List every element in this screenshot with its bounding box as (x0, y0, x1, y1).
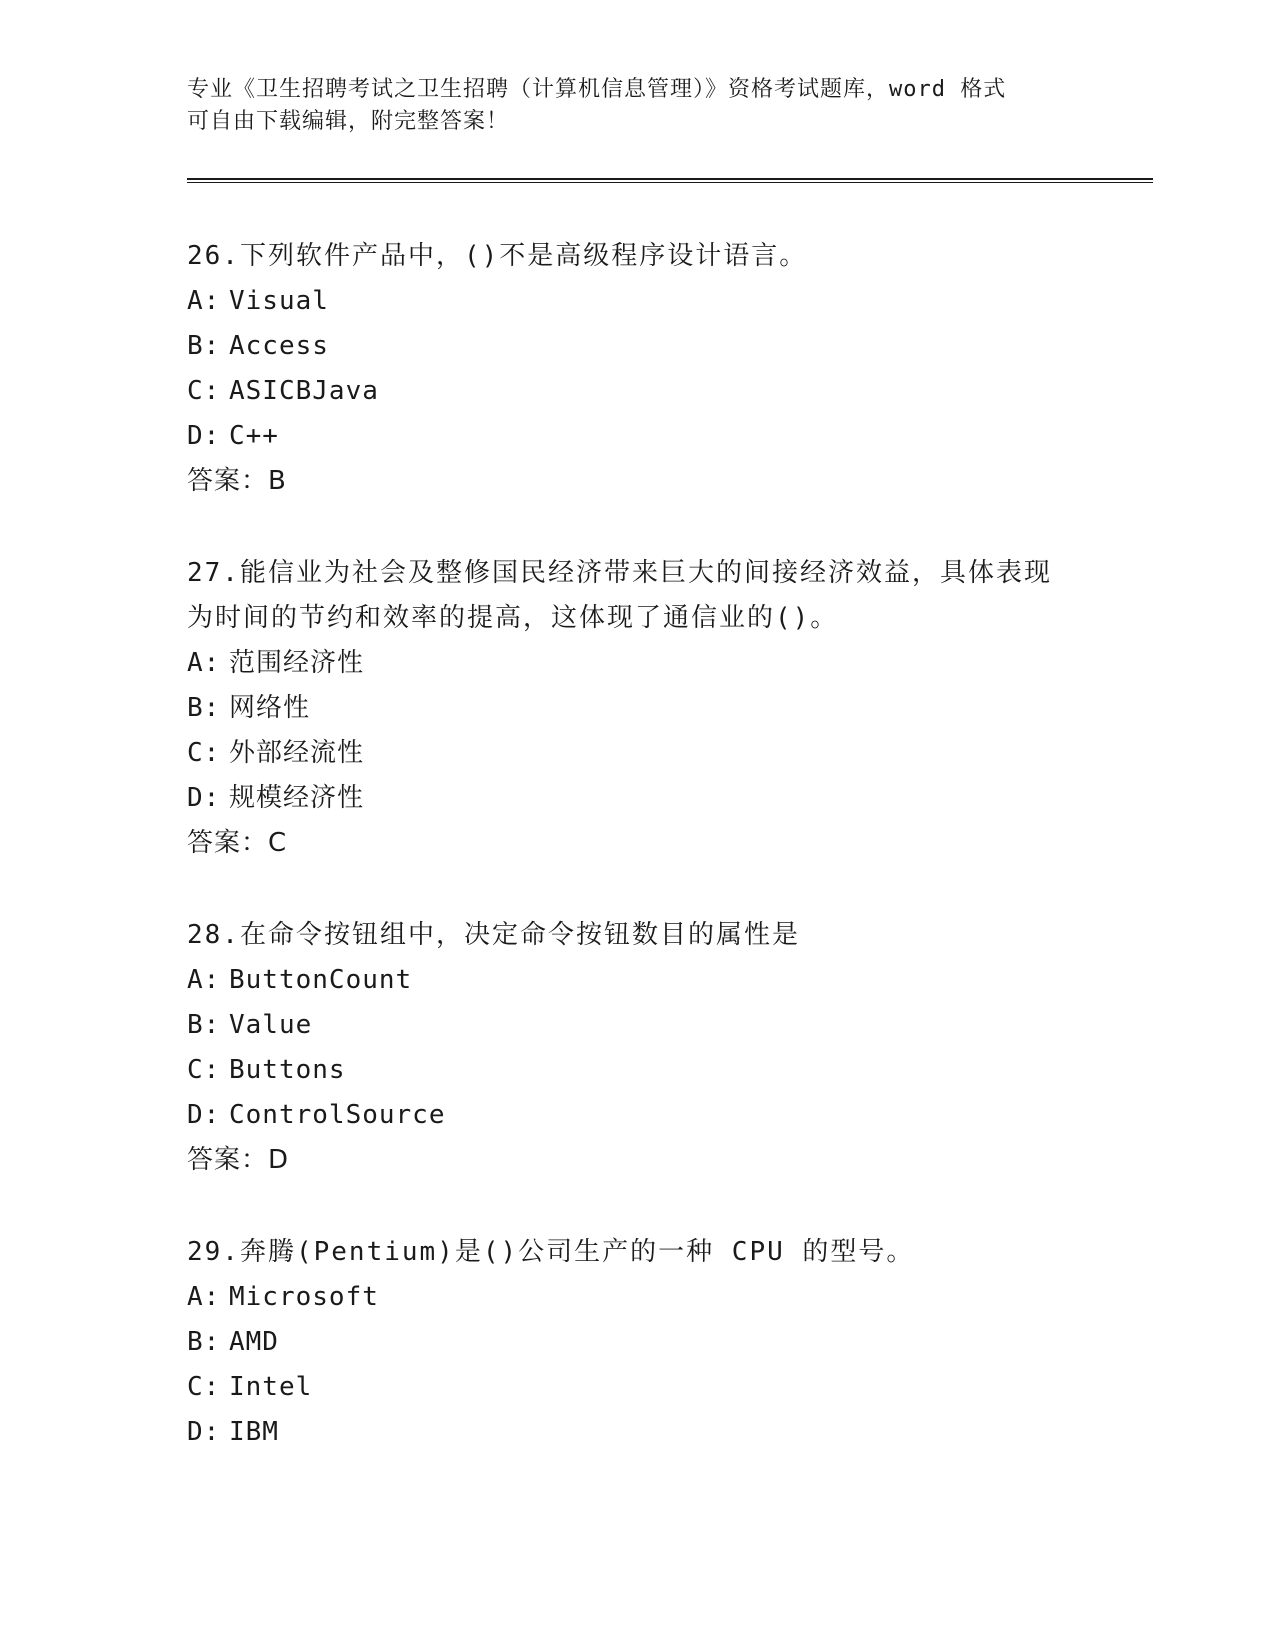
option-key: A: (187, 1282, 221, 1312)
option-text: Intel (229, 1372, 313, 1402)
option-key: C: (187, 738, 221, 768)
document-header (187, 74, 1067, 138)
option-key: C: (187, 376, 221, 406)
option-a (187, 279, 1087, 324)
option-key: D: (187, 783, 221, 813)
option-key: C: (187, 1055, 221, 1085)
option-a (187, 1275, 1087, 1320)
option-text: AMD (229, 1327, 279, 1357)
option-key: A: (187, 286, 221, 316)
question-stem: 27.能信业为社会及整修国民经济带来巨大的间接经济效益，具体表现为时间的节约和效率的提高，这体现了通信业的()。 (187, 558, 1052, 633)
option-a (187, 958, 1087, 1003)
option-d (187, 1410, 1087, 1455)
header-line-2: 可自由下载编辑，附完整答案！ (187, 109, 510, 134)
option-key: B: (187, 693, 221, 723)
option-b (187, 324, 1087, 369)
option-key: D: (187, 421, 221, 451)
option-text: ASICBJava (229, 376, 379, 406)
option-d (187, 414, 1087, 459)
answer-line: 答案：C (187, 828, 288, 858)
question-stem: 29.奔腾(Pentium)是()公司生产的一种 CPU 的型号。 (187, 1237, 915, 1267)
question-list (187, 234, 1087, 1502)
question-28 (187, 913, 1087, 1183)
option-text: Buttons (229, 1055, 346, 1085)
option-text: 外部经流性 (229, 738, 365, 768)
option-key: B: (187, 331, 221, 361)
answer-line: 答案：B (187, 466, 287, 496)
option-c (187, 731, 1087, 776)
option-c (187, 1048, 1087, 1093)
option-b (187, 686, 1087, 731)
option-text: Access (229, 331, 329, 361)
option-d (187, 776, 1087, 821)
option-a (187, 641, 1087, 686)
question-26 (187, 234, 1087, 504)
option-key: C: (187, 1372, 221, 1402)
option-text: 网络性 (229, 693, 311, 723)
question-29 (187, 1230, 1087, 1455)
option-text: C++ (229, 421, 279, 451)
option-key: D: (187, 1100, 221, 1130)
question-stem: 26.下列软件产品中，()不是高级程序设计语言。 (187, 241, 808, 271)
option-text: IBM (229, 1417, 279, 1447)
answer-line: 答案：D (187, 1145, 290, 1175)
option-text: ControlSource (229, 1100, 446, 1130)
header-divider (187, 178, 1153, 183)
option-text: ButtonCount (229, 965, 413, 995)
option-key: B: (187, 1327, 221, 1357)
question-27 (187, 551, 1087, 866)
option-b (187, 1003, 1087, 1048)
option-key: B: (187, 1010, 221, 1040)
option-c (187, 369, 1087, 414)
option-text: Visual (229, 286, 329, 316)
option-key: A: (187, 648, 221, 678)
option-text: 规模经济性 (229, 783, 365, 813)
option-b (187, 1320, 1087, 1365)
option-text: Value (229, 1010, 313, 1040)
header-line-1: 专业《卫生招聘考试之卫生招聘（计算机信息管理）》资格考试题库，word 格式 (187, 77, 1007, 102)
option-d (187, 1093, 1087, 1138)
option-key: A: (187, 965, 221, 995)
question-stem: 28.在命令按钮组中，决定命令按钮数目的属性是 (187, 920, 800, 950)
option-text: 范围经济性 (229, 648, 365, 678)
option-key: D: (187, 1417, 221, 1447)
option-c (187, 1365, 1087, 1410)
option-text: Microsoft (229, 1282, 379, 1312)
